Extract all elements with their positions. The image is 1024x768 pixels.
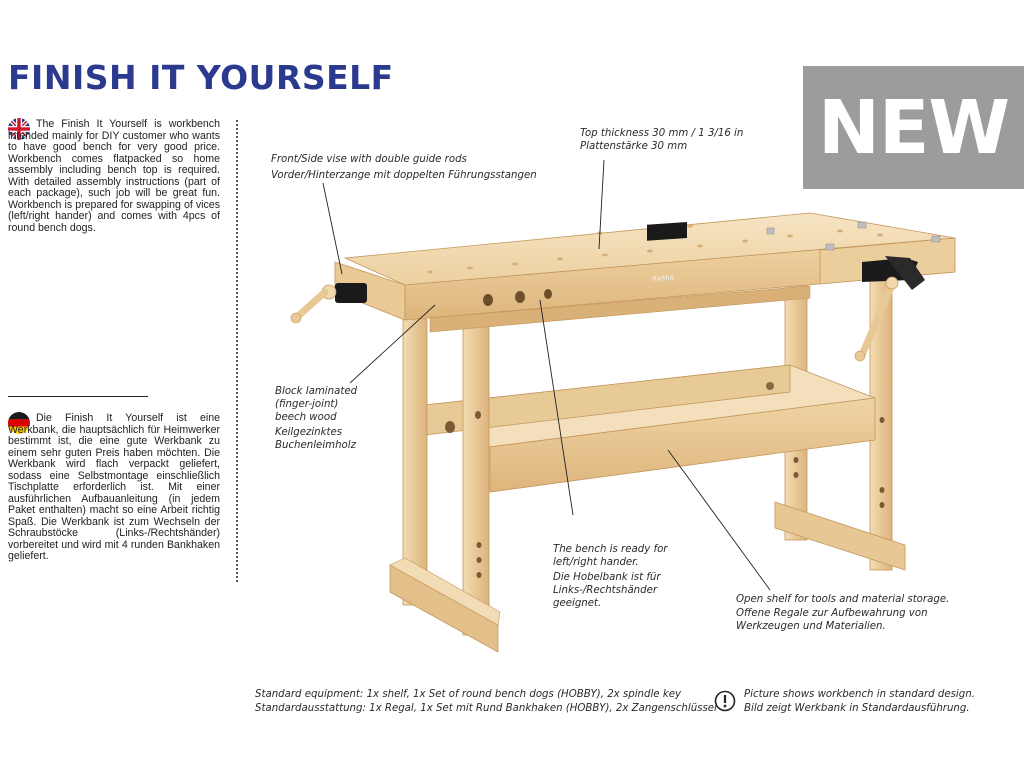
callout-top-thickness-en: Top thickness 30 mm / 1 3/16 in: [580, 128, 744, 139]
footer-equipment-de: Standardausstattung: 1x Regal, 1x Set mit Rund Bankhaken (HOBBY), 2x Zangenschlüssel: [255, 703, 717, 714]
callout-top-thickness: [580, 127, 743, 153]
callout-shelf-de-2: Werkzeugen und Materialien.: [736, 621, 886, 632]
description-german: Die Finish It Yourself ist eine Werkbank, die hauptsächlich für Heimwerker bestimmt ist, die eine gute Werkbank zu einem sehr guten Preis haben möchten. Die Werkbank wird flach verpackt geliefert, sodass eine Selbstmontage einschließlich Tischplatte erforderlich ist. Mit einer ausführlichen Aufbauanleitung (in jedem Paket enthalten) macht so eine Arbeit richtig Spaß. Die Werkbank ist zum Wechseln der Schraubstöcke (Links-/Rechtshänder) vorbereitet und wird mit 4 runden Bankhaken geliefert.: [8, 412, 220, 562]
footer-notice-de: Bild zeigt Werkbank in Standardausführung.: [744, 703, 970, 714]
callout-vise-en: Front/Side vise with double guide rods: [271, 154, 467, 165]
description-english: The Finish It Yourself is workbench intended mainly for DIY customer who wants to have good bench for very good price. Workbench comes flatpacked so home assembly including bench top is required. With detailed assembly instructions (part of each package), such job will be great fun. Workbench is prepared for swapping of vices (left/right hander) and comes with 4pcs of round bench dogs.: [8, 118, 220, 234]
callout-ready-de-1: Die Hobelbank ist für: [553, 572, 661, 583]
callout-block-en-1: Block laminated: [275, 386, 358, 397]
callout-ready-en-2: left/right hander.: [553, 557, 639, 568]
callout-ready-de-3: geeignet.: [553, 598, 602, 609]
footer-notice: [744, 688, 975, 716]
footer-notice-en: Picture shows workbench in standard design.: [744, 689, 975, 700]
callout-block-en-3: beech wood: [275, 412, 337, 423]
callout-ready-en-1: The bench is ready for: [553, 544, 668, 555]
callout-block-en-2: (finger-joint): [275, 399, 339, 410]
callout-top-thickness-de: Plattenstärke 30 mm: [580, 141, 688, 152]
callout-ready-de-2: Links-/Rechtshänder: [553, 585, 658, 596]
footer-equipment-en: Standard equipment: 1x shelf, 1x Set of round bench dogs (HOBBY), 2x spindle key: [255, 689, 682, 700]
callout-left-right-hander: [553, 543, 668, 610]
callout-shelf-de-1: Offene Regale zur Aufbewahrung von: [736, 608, 928, 619]
footer-equipment: [255, 688, 717, 716]
callout-shelf-en: Open shelf for tools and material storage.: [736, 594, 950, 605]
callout-open-shelf: [736, 593, 949, 633]
callout-block-de-2: Buchenleimholz: [275, 440, 356, 451]
page-title: FINISH IT YOURSELF: [8, 58, 394, 97]
callout-block-laminated: [275, 385, 357, 452]
exclamation-circle-icon: [714, 690, 736, 712]
bench-logo: RAMIA: [652, 273, 675, 284]
new-badge: NEW: [803, 66, 1024, 189]
callout-vise-de: Vorder/Hinterzange mit doppelten Führungsstangen: [271, 170, 537, 181]
callout-vise: [271, 153, 537, 182]
callout-block-de-1: Keilgezinktes: [275, 427, 343, 438]
